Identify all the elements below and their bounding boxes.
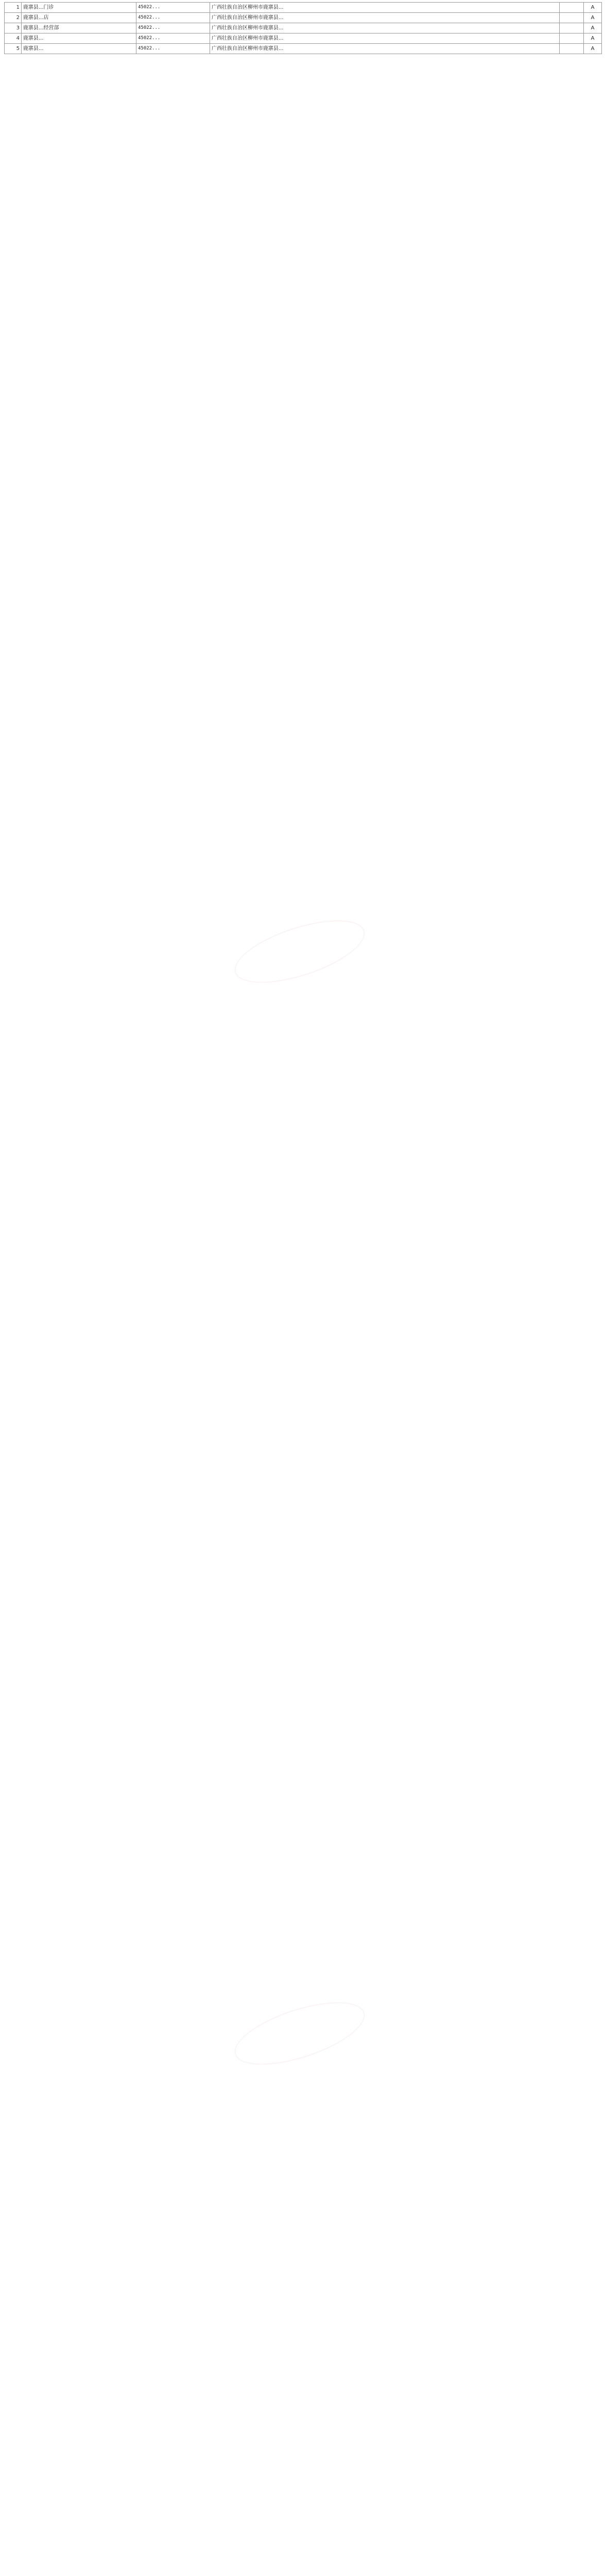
watermark-stamp [228, 1990, 372, 2078]
row-number: 2 [5, 13, 22, 23]
registration-code: 45022... [136, 13, 210, 23]
credit-grade: A [584, 13, 602, 23]
credit-grade: A [584, 44, 602, 54]
credit-grade: A [584, 33, 602, 44]
row-number: 1 [5, 3, 22, 13]
credit-grade: A [584, 3, 602, 13]
registration-code: 45022... [136, 3, 210, 13]
entity-address: 广西壮族自治区柳州市鹿寨县... [210, 13, 560, 23]
entity-address: 广西壮族自治区柳州市鹿寨县... [210, 33, 560, 44]
watermark-stamp [228, 908, 372, 996]
registration-code: 45022... [136, 44, 210, 54]
entity-name: 鹿寨县... [22, 44, 136, 54]
table-row [5, 33, 602, 44]
blank-cell [560, 33, 584, 44]
registration-code: 45022... [136, 33, 210, 44]
entity-name: 鹿寨县...店 [22, 13, 136, 23]
registry-table [4, 2, 602, 54]
table-row [5, 3, 602, 13]
blank-cell [560, 3, 584, 13]
row-number: 4 [5, 33, 22, 44]
entity-name: 鹿寨县...门诊 [22, 3, 136, 13]
blank-cell [560, 23, 584, 33]
entity-address: 广西壮族自治区柳州市鹿寨县... [210, 23, 560, 33]
row-number: 3 [5, 23, 22, 33]
table-row [5, 13, 602, 23]
blank-cell [560, 13, 584, 23]
entity-address: 广西壮族自治区柳州市鹿寨县... [210, 44, 560, 54]
credit-grade: A [584, 23, 602, 33]
entity-name: 鹿寨县...经营部 [22, 23, 136, 33]
table-row [5, 44, 602, 54]
registration-code: 45022... [136, 23, 210, 33]
blank-cell [560, 44, 584, 54]
entity-address: 广西壮族自治区柳州市鹿寨县... [210, 3, 560, 13]
entity-name: 鹿寨县... [22, 33, 136, 44]
row-number: 5 [5, 44, 22, 54]
table-body [5, 3, 602, 54]
table-row [5, 23, 602, 33]
